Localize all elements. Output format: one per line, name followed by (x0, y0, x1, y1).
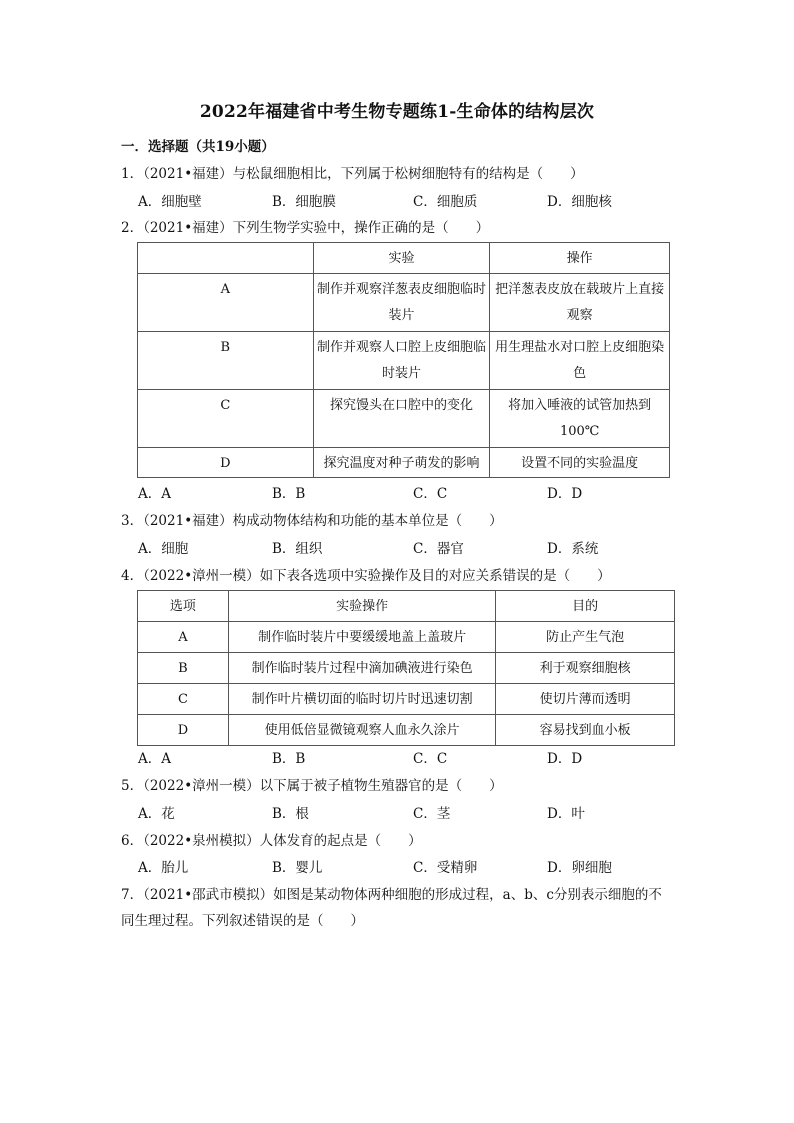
table-cell: 利于观察细胞核 (496, 653, 675, 684)
question-7-stem: 7．（2021•邵武市模拟）如图是某动物体两种细胞的形成过程，a、b、c分别表示细胞的不 (121, 887, 662, 903)
question-3-stem: 3．（2021•福建）构成动物体结构和功能的基本单位是（ ） (121, 513, 503, 529)
table-row (138, 390, 670, 448)
table-cell: 制作临时装片中要缓缓地盖上盖玻片 (228, 622, 495, 653)
option-c: C．C (413, 751, 448, 767)
option-b: B．婴儿 (272, 860, 323, 876)
table-header-cell: 选项 (138, 591, 229, 622)
question-5-stem: 5．（2022•漳州一模）以下属于被子植物生殖器官的是（ ） (121, 778, 503, 794)
option-a: A．A (138, 751, 171, 767)
question-2-table (137, 242, 670, 478)
table-cell: A (138, 622, 229, 653)
option-b: B．细胞膜 (272, 194, 336, 210)
option-a: A．胎儿 (138, 860, 189, 876)
question-4-options (138, 747, 698, 767)
table-cell: 将加入唾液的试管加热到100℃ (490, 390, 670, 448)
table-cell: 使切片薄而透明 (496, 684, 675, 715)
table-row (138, 684, 675, 715)
question-4-stem: 4．（2022•漳州一模）如下表各选项中实验操作及目的对应关系错误的是（ ） (121, 568, 611, 584)
option-d: D．叶 (547, 806, 585, 822)
option-b: B．B (272, 751, 306, 767)
table-cell: B (138, 653, 229, 684)
option-a: A．花 (138, 806, 175, 822)
table-cell: C (138, 390, 314, 448)
table-header-row (138, 591, 675, 622)
option-c: C．受精卵 (413, 860, 478, 876)
option-a: A．细胞 (138, 541, 189, 557)
question-5-options (138, 802, 698, 822)
table-row (138, 622, 675, 653)
option-a: A．A (138, 486, 171, 502)
table-cell: D (138, 448, 314, 478)
option-d: D．D (547, 486, 583, 502)
question-6-options (138, 856, 698, 876)
table-cell: B (138, 332, 314, 390)
table-cell: C (138, 684, 229, 715)
table-header-cell (138, 243, 314, 274)
question-1-stem: 1．（2021•福建）与松鼠细胞相比，下列属于松树细胞特有的结构是（ ） (121, 166, 584, 182)
section-heading: 一．选择题（共19小题） (121, 139, 275, 155)
question-2-stem: 2．（2021•福建）下列生物学实验中，操作正确的是（ ） (121, 220, 490, 236)
table-header-cell: 实验 (313, 243, 490, 274)
question-7-stem-continued: 同生理过程。下列叙述错误的是（ ） (121, 913, 364, 929)
table-cell: 探究温度对种子萌发的影响 (313, 448, 490, 478)
table-cell: 用生理盐水对口腔上皮细胞染色 (490, 332, 670, 390)
option-d: D．系统 (547, 541, 599, 557)
option-b: B．组织 (272, 541, 323, 557)
option-a: A．细胞壁 (138, 194, 202, 210)
table-header-cell: 实验操作 (228, 591, 495, 622)
table-row (138, 332, 670, 390)
table-cell: D (138, 715, 229, 746)
option-d: D．卵细胞 (547, 860, 612, 876)
option-b: B．B (272, 486, 306, 502)
option-c: C．器官 (413, 541, 464, 557)
option-c: C．茎 (413, 806, 451, 822)
table-row (138, 448, 670, 478)
table-row (138, 715, 675, 746)
question-6-stem: 6．（2022•泉州模拟）人体发育的起点是（ ） (121, 833, 422, 849)
table-cell: 设置不同的实验温度 (490, 448, 670, 478)
table-cell: 制作临时装片过程中滴加碘液进行染色 (228, 653, 495, 684)
option-c: C．C (413, 486, 448, 502)
question-3-options (138, 537, 698, 557)
table-cell: 使用低倍显微镜观察人血永久涂片 (228, 715, 495, 746)
table-header-cell: 操作 (490, 243, 670, 274)
table-header-row (138, 243, 670, 274)
option-c: C．细胞质 (413, 194, 478, 210)
option-d: D．细胞核 (547, 194, 612, 210)
table-cell: 把洋葱表皮放在载玻片上直接观察 (490, 274, 670, 332)
table-row (138, 274, 670, 332)
table-header-cell: 目的 (496, 591, 675, 622)
table-cell: 制作叶片横切面的临时切片时迅速切割 (228, 684, 495, 715)
table-cell: 制作并观察洋葱表皮细胞临时装片 (313, 274, 490, 332)
table-cell: A (138, 274, 314, 332)
table-cell: 制作并观察人口腔上皮细胞临时装片 (313, 332, 490, 390)
table-cell: 防止产生气泡 (496, 622, 675, 653)
page-title: 2022年福建省中考生物专题练1-生命体的结构层次 (199, 102, 595, 122)
table-row (138, 653, 675, 684)
option-b: B．根 (272, 806, 309, 822)
question-1-options (138, 190, 698, 210)
question-4-table (137, 590, 675, 746)
table-cell: 探究馒头在口腔中的变化 (313, 390, 490, 448)
question-2-options (138, 482, 698, 502)
option-d: D．D (547, 751, 583, 767)
table-cell: 容易找到血小板 (496, 715, 675, 746)
